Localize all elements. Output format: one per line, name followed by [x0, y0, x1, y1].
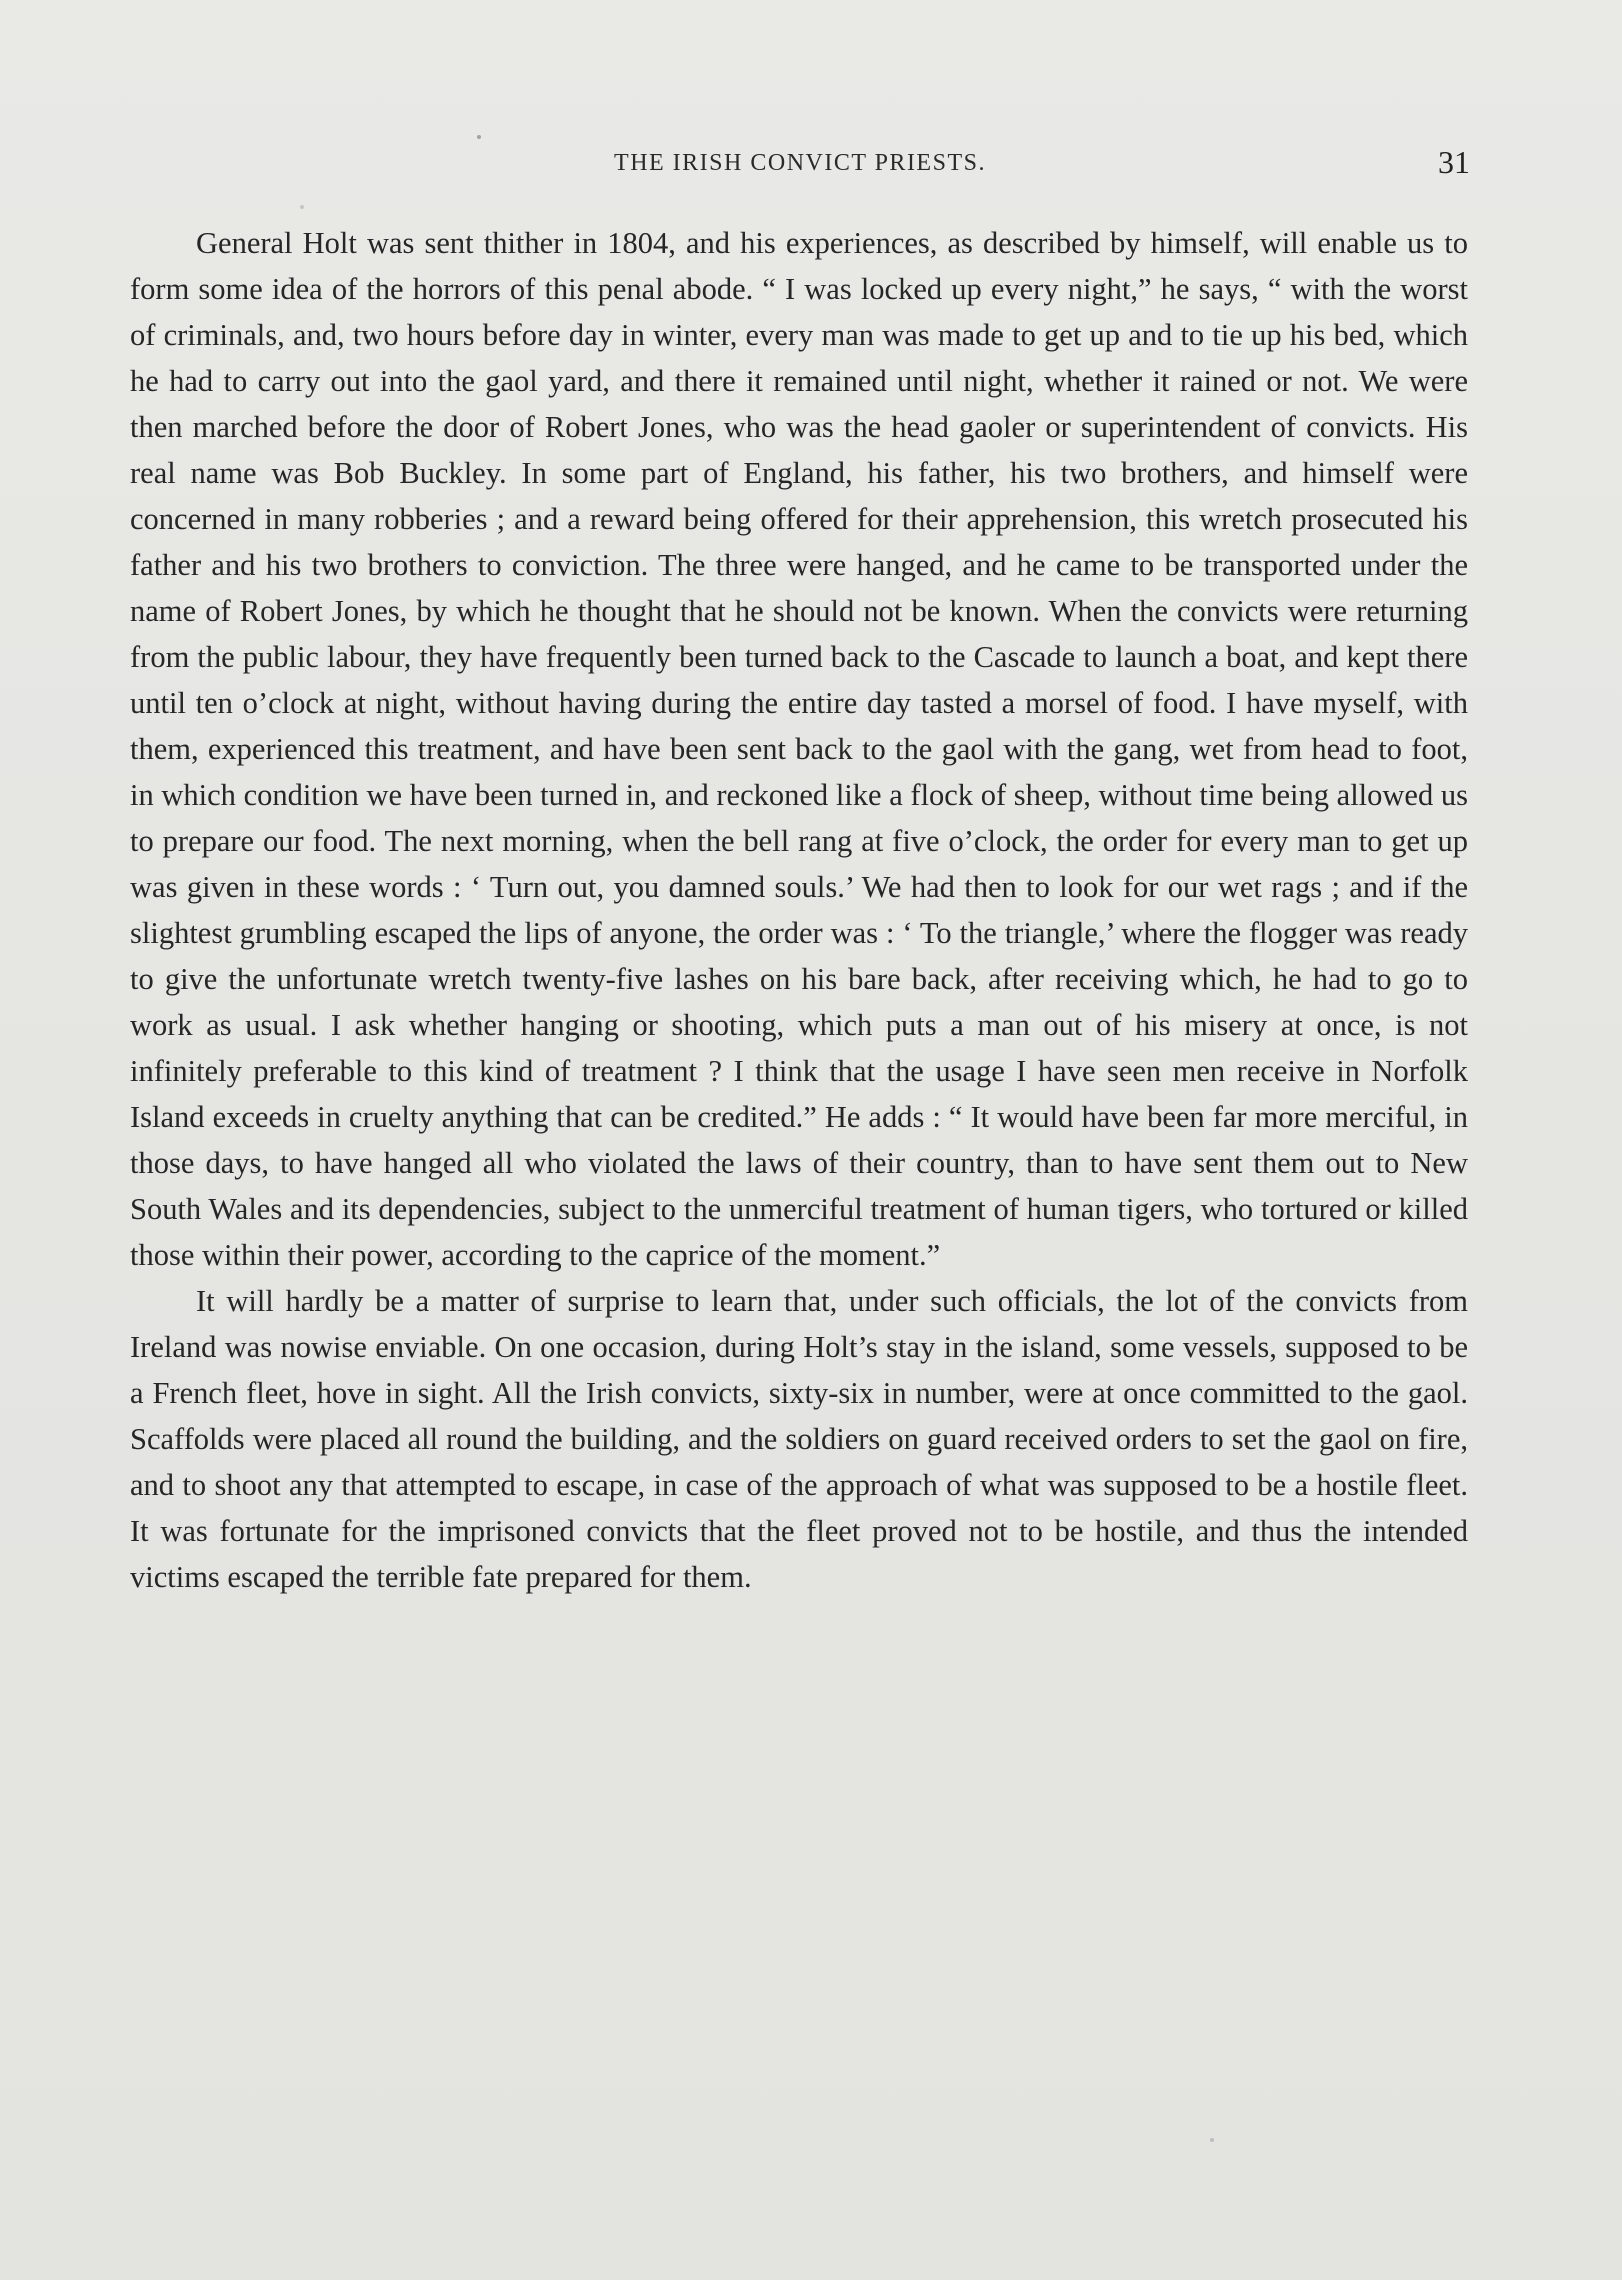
- paragraph: General Holt was sent thither in 1804, and his experiences, as described by himself, will enable us to form some idea of the horrors of this penal abode. “ I was locked up every night,” he says, “ with the worst of criminals, and, two hours before day in winter, every man was made to get up and to tie up his bed, which he had to carry out into the gaol yard, and there it remained until night, whether it rained or not. We were then marched before the door of Robert Jones, who was the head gaoler or superintendent of convicts. His real name was Bob Buckley. In some part of England, his father, his two brothers, and himself were concerned in many robberies ; and a reward being offered for their apprehension, this wretch prosecuted his father and his two brothers to conviction. The three were hanged, and he came to be transported under the name of Robert Jones, by which he thought that he should not be known. When the convicts were returning from the public labour, they have frequently been turned back to the Cascade to launch a boat, and kept there until ten o’clock at night, without having during the entire day tasted a morsel of food. I have myself, with them, experienced this treatment, and have been sent back to the gaol with the gang, wet from head to foot, in which condition we have been turned in, and reckoned like a flock of sheep, without time being allowed us to prepare our food. The next morning, when the bell rang at five o’clock, the order for every man to get up was given in these words : ‘ Turn out, you damned souls.’ We had then to look for our wet rags ; and if the slightest grumbling escaped the lips of anyone, the order was : ‘ To the triangle,’ where the flogger was ready to give the unfortunate wretch twenty-five lashes on his bare back, after receiving which, he had to go to work as usual. I ask whether hanging or shooting, which puts a man out of his misery at once, is not infinitely preferable to this kind of treatment ? I think that the usage I have seen men receive in Norfolk Island exceeds in cruelty anything that can be credited.” He adds : “ It would have been far more merciful, in those days, to have hanged all who violated the laws of their country, than to have sent them out to New South Wales and its dependencies, subject to the unmerciful treatment of human tigers, who tortured or killed those within their power, according to the caprice of the moment.”: [130, 226, 1468, 1272]
- page-number: 31: [1438, 144, 1470, 180]
- page-speck: [300, 205, 304, 209]
- running-title: THE IRISH CONVICT PRIESTS.: [614, 150, 986, 176]
- page-speck: [1210, 2138, 1214, 2142]
- running-head: [130, 144, 1470, 190]
- paragraph: It will hardly be a matter of surprise to learn that, under such officials, the lot of the convicts from Ireland was nowise enviable. On one occasion, during Holt’s stay in the island, some vessels, supposed to be a French fleet, hove in sight. All the Irish convicts, sixty-six in number, were at once committed to the gaol. Scaffolds were placed all round the building, and the soldiers on guard received orders to set the gaol on fire, and to shoot any that attempted to escape, in case of the approach of what was supposed to be a hostile fleet. It was fortunate for the imprisoned convicts that the fleet proved not to be hostile, and thus the intended victims escaped the terrible fate prepared for them.: [130, 1284, 1468, 1594]
- page-speck: [477, 135, 481, 139]
- body-text: [130, 220, 1468, 1600]
